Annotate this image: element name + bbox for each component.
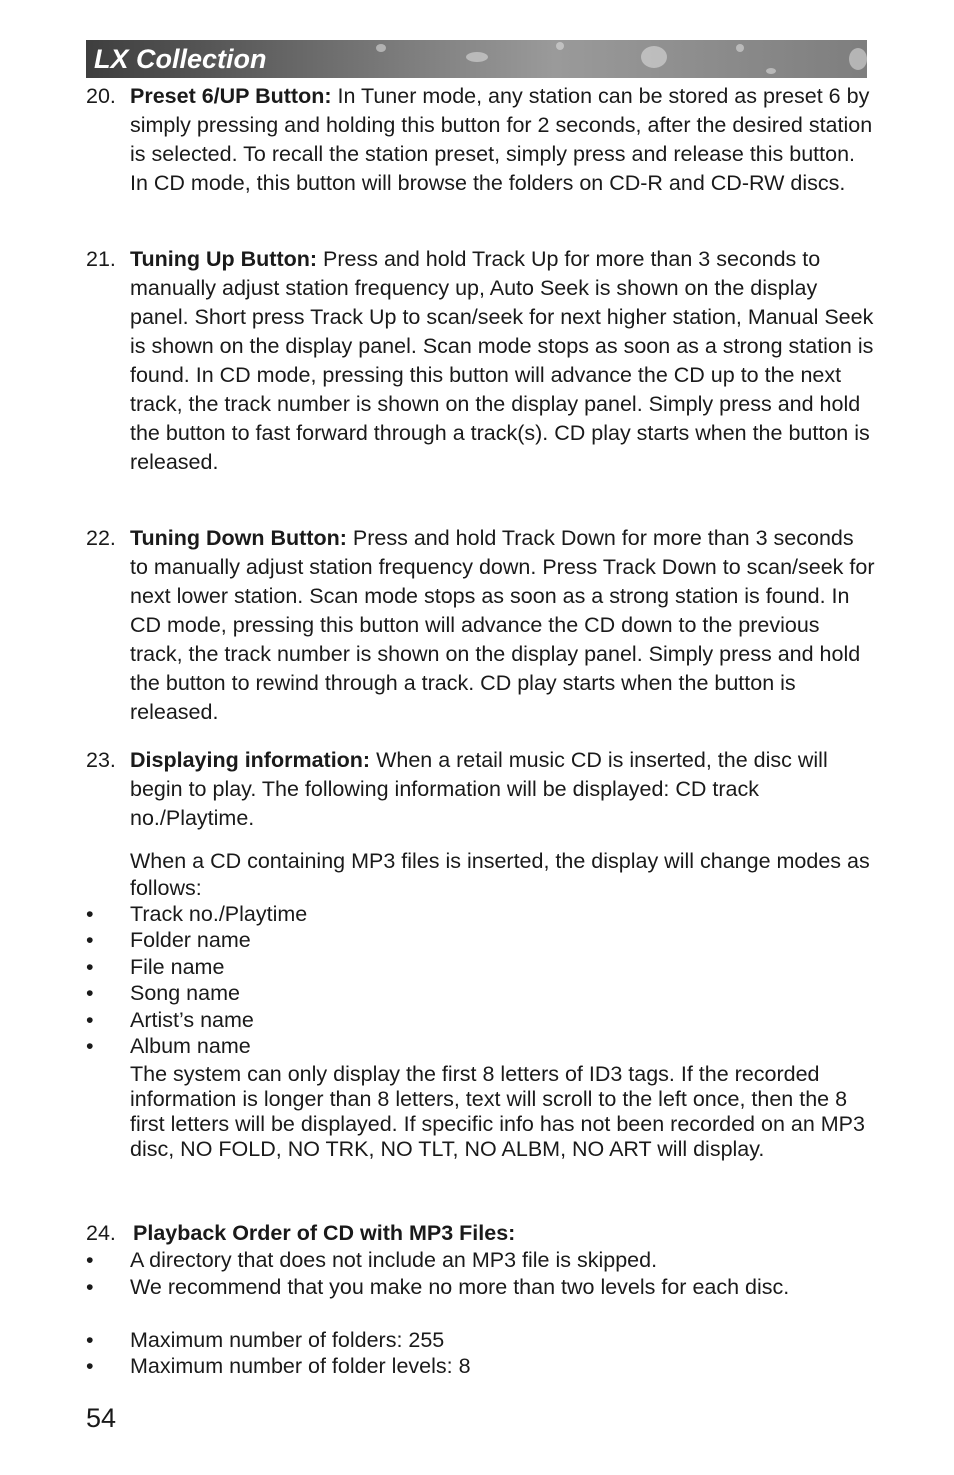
item-label: Tuning Down Button: bbox=[130, 526, 347, 550]
bullet-icon: • bbox=[86, 1275, 94, 1299]
item-body bbox=[130, 746, 876, 833]
bullet-icon: • bbox=[86, 1328, 94, 1352]
item-number: 20. bbox=[86, 84, 116, 108]
playback-list-item bbox=[86, 1353, 876, 1380]
item-label: Preset 6/UP Button: bbox=[130, 84, 332, 108]
water-drop-decoration bbox=[376, 44, 386, 52]
item-number: 23. bbox=[86, 748, 116, 772]
bullet-icon: • bbox=[86, 928, 94, 952]
mode-list-item bbox=[86, 1007, 876, 1034]
item-body bbox=[130, 82, 876, 198]
bullet-icon: • bbox=[86, 1008, 94, 1032]
bullet-icon: • bbox=[86, 1354, 94, 1378]
bullet-icon: • bbox=[86, 1034, 94, 1058]
list-item-23 bbox=[86, 746, 876, 833]
water-drop-decoration bbox=[849, 48, 867, 70]
mode-label: Album name bbox=[130, 1034, 251, 1058]
mode-label: Song name bbox=[130, 981, 240, 1005]
item-number: 21. bbox=[86, 247, 116, 271]
page-header-banner bbox=[86, 40, 867, 78]
playback-list-item bbox=[86, 1327, 876, 1354]
item-text: When a retail music CD is inserted, the disc will begin to play. The following information will be displayed: CD track no./Playtime. bbox=[130, 748, 828, 830]
mode-list-item bbox=[86, 980, 876, 1007]
mode-list-item bbox=[86, 954, 876, 981]
bullet-icon: • bbox=[86, 902, 94, 926]
water-drop-decoration bbox=[556, 42, 564, 50]
list-item-21 bbox=[86, 245, 876, 477]
item-label: Tuning Up Button: bbox=[130, 247, 318, 271]
playback-rule: We recommend that you make no more than two levels for each disc. bbox=[130, 1275, 790, 1299]
playback-rule: Maximum number of folder levels: 8 bbox=[130, 1354, 471, 1378]
bullet-icon: • bbox=[86, 1248, 94, 1272]
playback-list-item bbox=[86, 1274, 876, 1301]
item-text: Press and hold Track Up for more than 3 seconds to manually adjust station frequency up, Auto Seek is shown on the display panel. Short press Track Up to scan/seek for next higher station, Manual Seek is shown on the display panel. Scan mode stops as soon as a strong station is found. In CD mode, pressing this button will advance the CD up to the next track, the track number is shown on the display panel. Simply press and hold the button to fast forward through a track(s). CD play starts when the button is released. bbox=[130, 247, 874, 474]
item-text: Press and hold Track Down for more than 3 seconds to manually adjust station frequency down. Press Track Down to scan/seek for next lower station. Scan mode stops as soon as a strong station is found. In CD mode, pressing this button will advance the CD down to the previous track, the track number is shown on the display panel. Simply press and hold the button to rewind through a track. CD play starts when the button is released. bbox=[130, 526, 875, 724]
item-body bbox=[130, 524, 876, 727]
list-item-20 bbox=[86, 82, 876, 198]
water-drop-decoration bbox=[766, 68, 776, 74]
mode-list-item bbox=[86, 927, 876, 954]
playback-rule: Maximum number of folders: 255 bbox=[130, 1328, 445, 1352]
id3-note-paragraph: The system can only display the first 8 letters of ID3 tags. If the recorded information is longer than 8 letters, text will scroll to the left once, then the 8 first letters will be displayed. If specific info has not been recorded on an MP3 disc, NO FOLD, NO TRK, NO TLT, NO ALBM, NO ART will display. bbox=[130, 1062, 865, 1161]
water-drop-decoration bbox=[641, 46, 667, 68]
mode-label: File name bbox=[130, 955, 225, 979]
header-title: LX Collection bbox=[94, 44, 267, 74]
mode-label: Folder name bbox=[130, 928, 251, 952]
item-label: Playback Order of CD with MP3 Files: bbox=[133, 1221, 516, 1245]
item-text: In Tuner mode, any station can be stored as preset 6 by simply pressing and holding this button for 2 seconds, after the desired station is selected. To recall the station preset, simply press and release this button. In CD mode, this button will browse the folders on CD-R and CD-RW discs. bbox=[130, 84, 873, 195]
playback-rule: A directory that does not include an MP3 file is skipped. bbox=[130, 1248, 658, 1272]
list-item-22 bbox=[86, 524, 876, 727]
playback-list-item bbox=[86, 1247, 876, 1274]
mode-label: Track no./Playtime bbox=[130, 902, 308, 926]
water-drop-decoration bbox=[466, 52, 488, 62]
item-number: 22. bbox=[86, 526, 116, 550]
mode-list-item bbox=[86, 1033, 876, 1060]
page-number: 54 bbox=[86, 1403, 117, 1433]
mode-list-item bbox=[86, 901, 876, 928]
mode-label: Artist’s name bbox=[130, 1008, 254, 1032]
mp3-intro-paragraph: When a CD containing MP3 files is inserted, the display will change modes as follows: bbox=[130, 849, 870, 900]
item-number: 24. bbox=[86, 1221, 116, 1245]
water-drop-decoration bbox=[736, 44, 744, 52]
list-item-24 bbox=[86, 1220, 876, 1247]
bullet-icon: • bbox=[86, 955, 94, 979]
item-body bbox=[130, 245, 876, 477]
bullet-icon: • bbox=[86, 981, 94, 1005]
item-label: Displaying information: bbox=[130, 748, 371, 772]
